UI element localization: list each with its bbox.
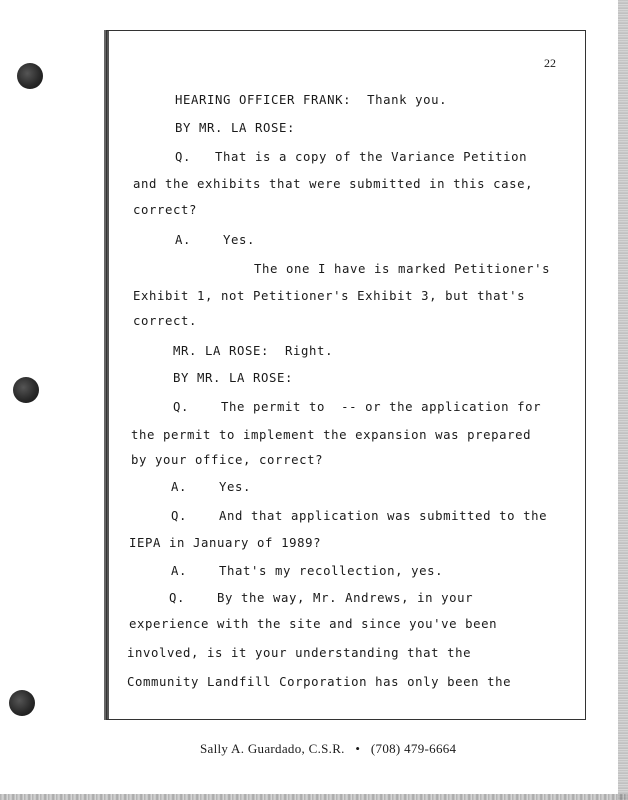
binder-hole-bottom <box>9 690 35 716</box>
reporter-phone: (708) 479-6664 <box>370 741 457 756</box>
transcript-line: MR. LA ROSE: Right. <box>173 344 334 358</box>
transcript-line: experience with the site and since you've been <box>129 617 498 631</box>
transcript-line: by your office, correct? <box>131 453 324 467</box>
transcript-line: Q. And that application was submitted to the <box>171 509 548 523</box>
reporter-name: Sally A. Guardado, C.S.R. <box>200 741 345 756</box>
transcript-line: correct? <box>133 203 198 217</box>
transcript-line: Q. By the way, Mr. Andrews, in your <box>169 591 474 605</box>
transcript-line: correct. <box>133 314 198 328</box>
transcript-line: IEPA in January of 1989? <box>129 536 322 550</box>
transcript-line: Q. The permit to -- or the application for <box>173 400 542 414</box>
transcript-line: Q. That is a copy of the Variance Petition <box>175 150 528 164</box>
transcript-line: BY MR. LA ROSE: <box>175 121 296 135</box>
transcript-line: the permit to implement the expansion was prepared <box>131 428 532 442</box>
transcript-line: Exhibit 1, not Petitioner's Exhibit 3, but that's <box>133 289 526 303</box>
transcript-line: A. That's my recollection, yes. <box>171 564 444 578</box>
scan-edge-bottom <box>0 794 628 800</box>
page-footer <box>200 741 456 757</box>
binder-hole-middle <box>13 377 39 403</box>
transcript-line: involved, is it your understanding that the <box>127 646 472 660</box>
binder-hole-top <box>17 63 43 89</box>
transcript-line: BY MR. LA ROSE: <box>173 371 294 385</box>
transcript-line: and the exhibits that were submitted in this case, <box>133 177 534 191</box>
transcript-line: The one I have is marked Petitioner's <box>254 262 551 276</box>
transcript-line: HEARING OFFICER FRANK: Thank you. <box>175 93 448 107</box>
transcript-line: A. Yes. <box>171 480 252 494</box>
transcript-line: Community Landfill Corporation has only been the <box>127 675 512 689</box>
scan-edge-right <box>618 0 628 800</box>
footer-separator: • <box>355 741 361 756</box>
transcript-line: A. Yes. <box>175 233 256 247</box>
page-number: 22 <box>544 56 556 70</box>
